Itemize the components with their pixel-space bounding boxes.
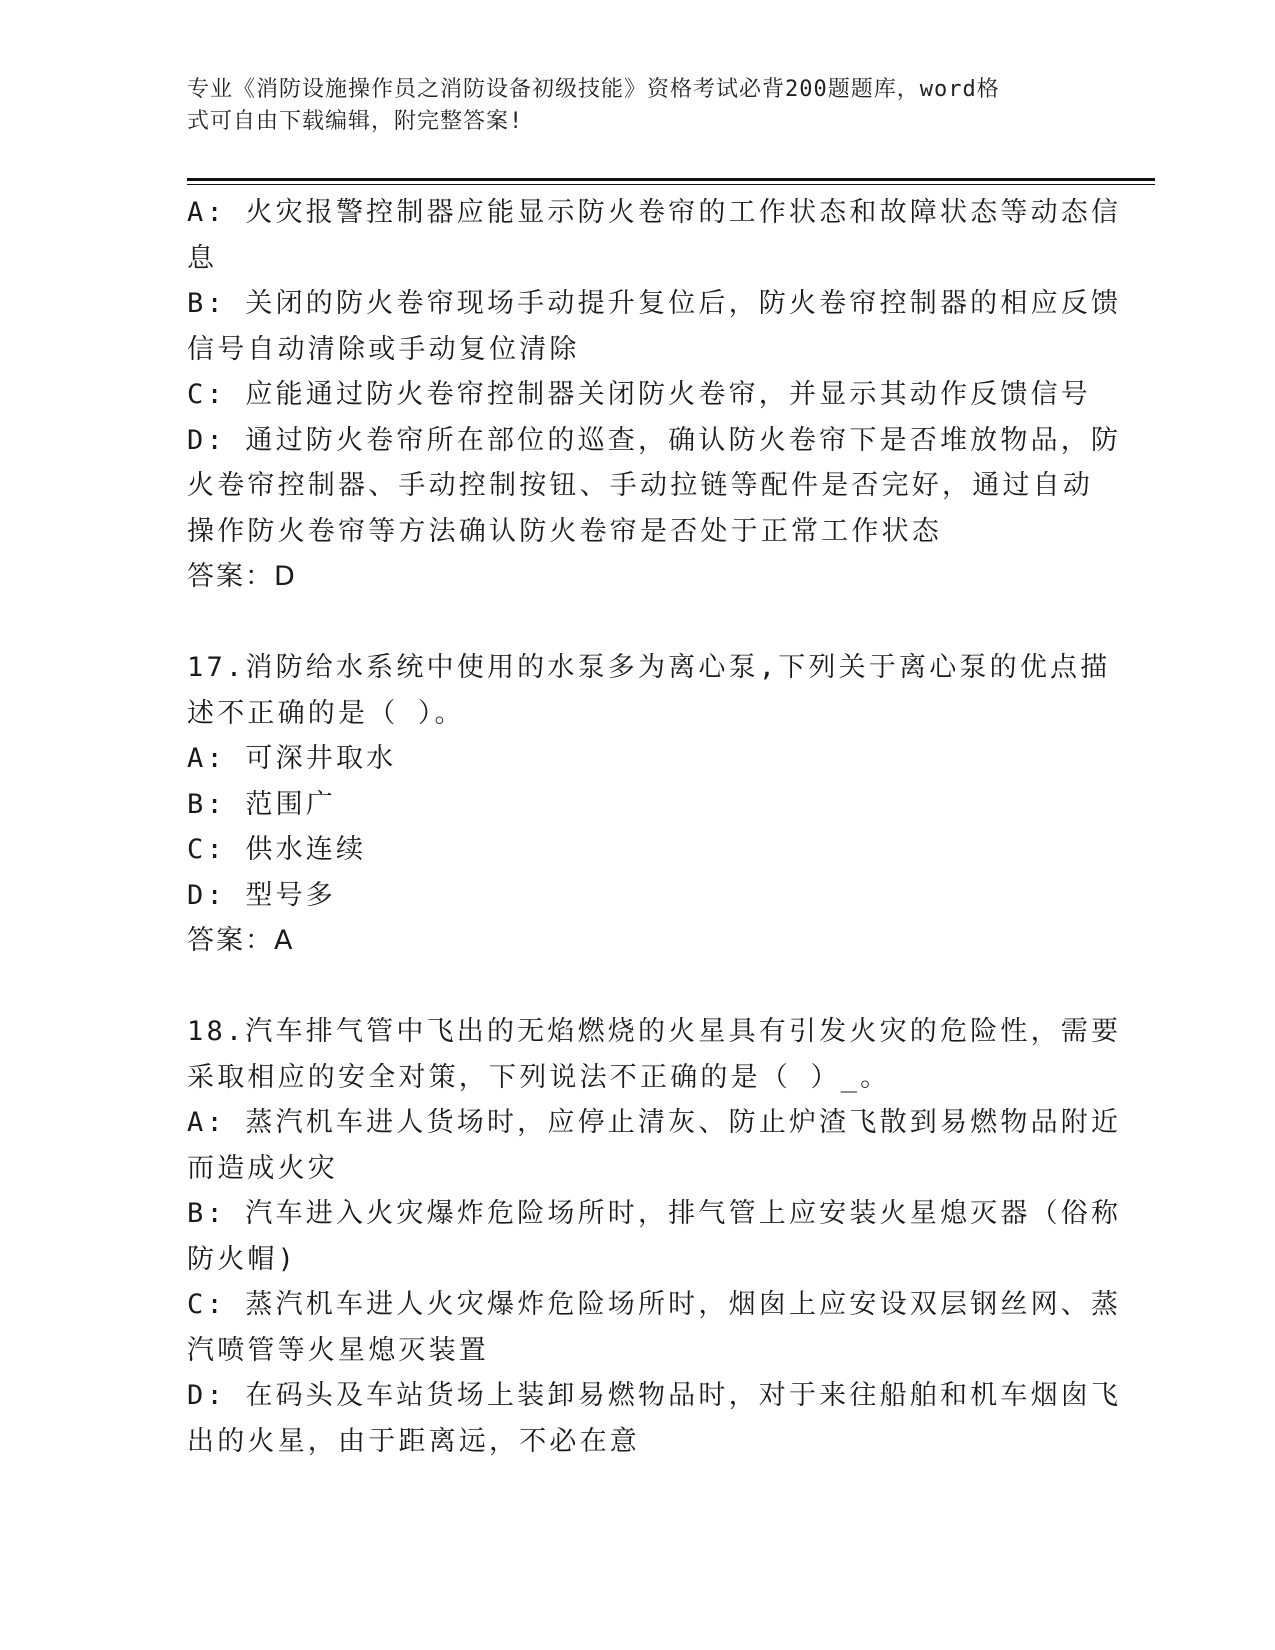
option-line: 息 bbox=[187, 242, 218, 274]
option-line: 操作防火卷帘等方法确认防火卷帘是否处于正常工作状态 bbox=[187, 515, 942, 547]
option-a: A: 可深井取水 bbox=[187, 743, 397, 774]
header-divider-thin bbox=[187, 184, 1155, 185]
stem-line: 采取相应的安全对策，下列说法不正确的是（ ）_。 bbox=[187, 1061, 891, 1093]
header-line-1: 专业《消防设施操作员之消防设备初级技能》资格考试必背200题题库，word格 bbox=[187, 77, 1000, 102]
question-17 bbox=[187, 645, 1111, 964]
option-a bbox=[187, 190, 1122, 281]
option-c bbox=[187, 372, 1091, 418]
question-16 bbox=[187, 190, 1122, 600]
question-stem bbox=[187, 1009, 1122, 1100]
stem-line: 18.汽车排气管中飞出的无焰燃烧的火星具有引发火灾的危险性，需要 bbox=[187, 1016, 1122, 1047]
option-line: B: 汽车进入火灾爆炸危险场所时，排气管上应安装火星熄灭器（俗称 bbox=[187, 1198, 1122, 1229]
stem-line: 述不正确的是（ ）。 bbox=[187, 697, 465, 729]
option-b bbox=[187, 281, 1122, 372]
option-line: A: 火灾报警控制器应能显示防火卷帘的工作状态和故障状态等动态信 bbox=[187, 197, 1122, 228]
stem-line: 17.消防给水系统中使用的水泵多为离心泵,下列关于离心泵的优点描 bbox=[187, 652, 1111, 683]
option-line: 出的火星，由于距离远，不必在意 bbox=[187, 1425, 640, 1457]
option-line: 信号自动清除或手动复位清除 bbox=[187, 333, 580, 365]
option-d bbox=[187, 418, 1122, 555]
document-header bbox=[187, 74, 1067, 138]
spacer bbox=[187, 964, 1087, 1010]
option-line: D: 通过防火卷帘所在部位的巡查，确认防火卷帘下是否堆放物品，防 bbox=[187, 424, 1122, 456]
option-line: 而造成火灾 bbox=[187, 1152, 338, 1184]
option-c bbox=[187, 1282, 1122, 1373]
question-18 bbox=[187, 1009, 1122, 1464]
option-d bbox=[187, 1373, 1122, 1464]
answer-line: 答案：A bbox=[187, 925, 295, 956]
header-divider-thick bbox=[187, 178, 1155, 181]
option-line: D: 在码头及车站货场上装卸易燃物品时，对于来往船舶和机车烟囱飞 bbox=[187, 1380, 1122, 1411]
answer-line: 答案：D bbox=[187, 561, 297, 592]
option-line: 火卷帘控制器、手动控制按钮、手动拉链等配件是否完好，通过自动 bbox=[187, 470, 1093, 501]
option-c: C: 供水连续 bbox=[187, 834, 367, 865]
spacer bbox=[187, 600, 1087, 646]
option-line: C: 蒸汽机车进人火灾爆炸危险场所时，烟囱上应安设双层钢丝网、蒸 bbox=[187, 1289, 1122, 1320]
option-line: A: 蒸汽机车进人货场时，应停止清灰、防止炉渣飞散到易燃物品附近 bbox=[187, 1107, 1122, 1138]
option-b bbox=[187, 1191, 1122, 1282]
option-line: C: 应能通过防火卷帘控制器关闭防火卷帘，并显示其动作反馈信号 bbox=[187, 379, 1091, 410]
option-line: 防火帽) bbox=[187, 1243, 298, 1275]
question-stem bbox=[187, 645, 1111, 736]
option-a bbox=[187, 1100, 1122, 1191]
option-line: B: 关闭的防火卷帘现场手动提升复位后，防火卷帘控制器的相应反馈 bbox=[187, 288, 1122, 319]
header-line-2: 式可自由下载编辑，附完整答案! bbox=[187, 109, 524, 134]
option-d: D: 型号多 bbox=[187, 879, 336, 911]
option-b: B: 范围广 bbox=[187, 788, 336, 820]
document-body bbox=[187, 190, 1122, 1464]
option-line: 汽喷管等火星熄灭装置 bbox=[187, 1334, 489, 1366]
